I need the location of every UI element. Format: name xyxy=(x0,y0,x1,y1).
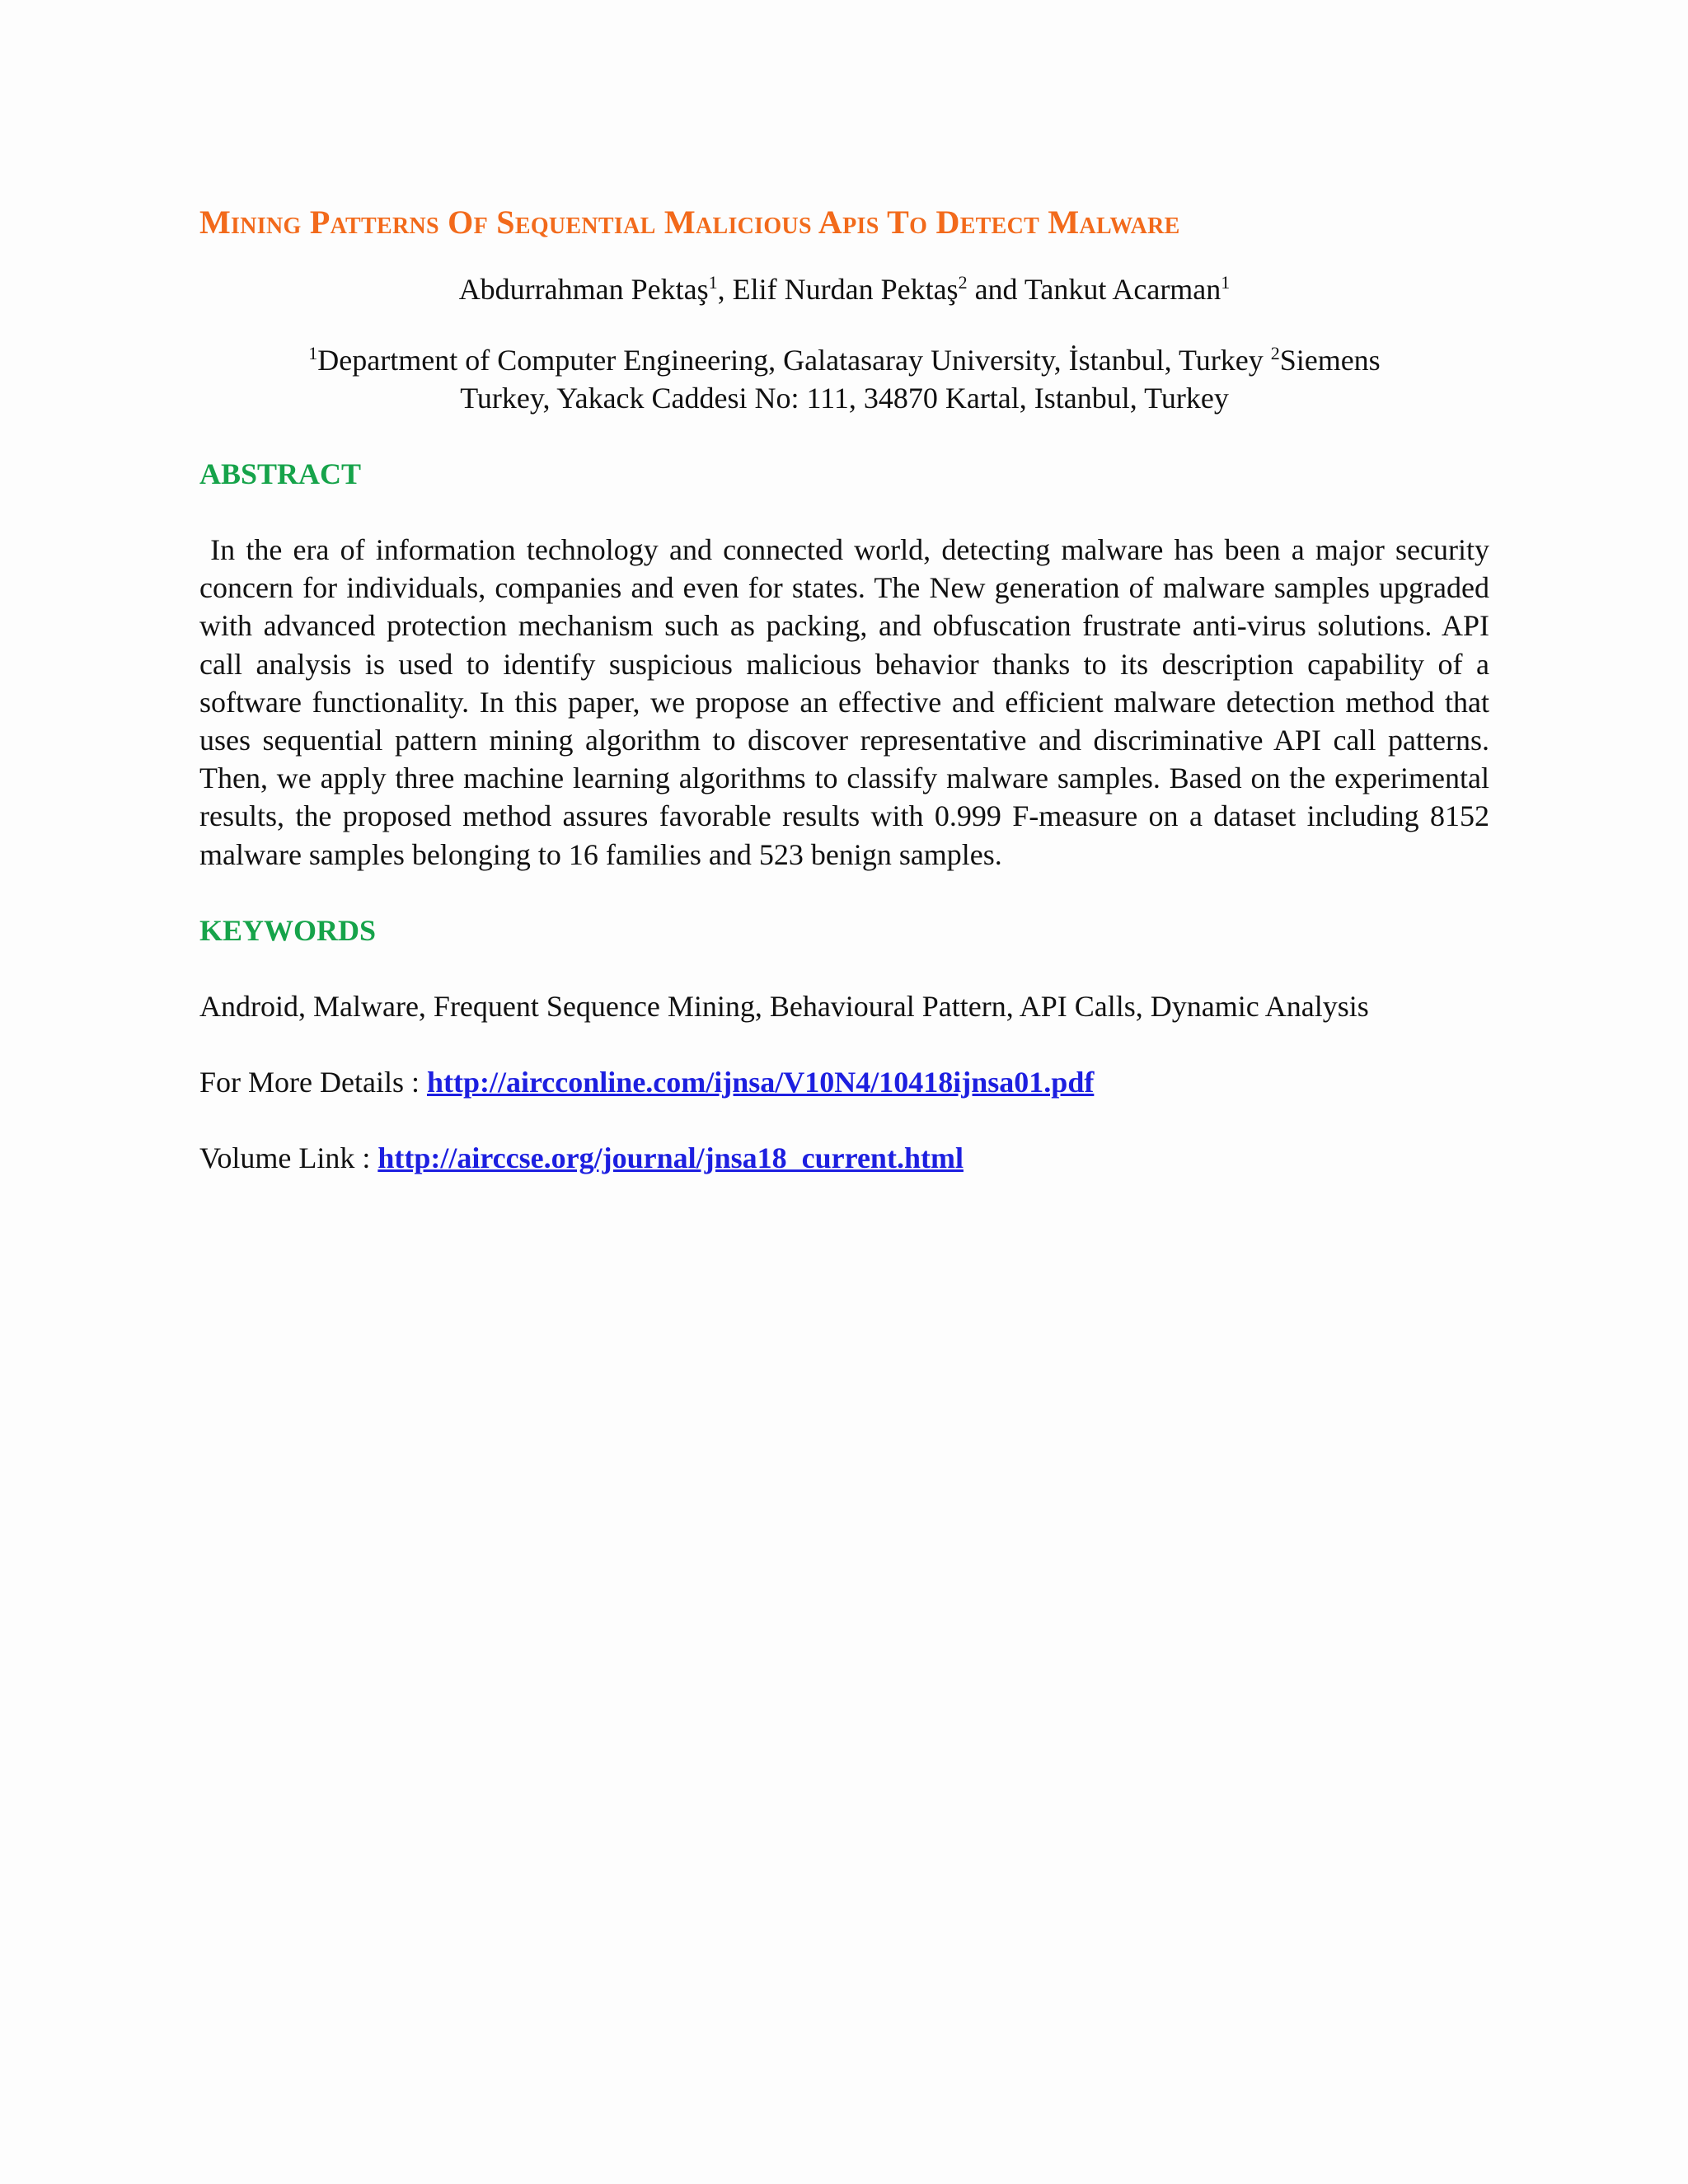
keywords-text: Android, Malware, Frequent Sequence Mining, Behavioural Pattern, API Calls, Dynamic Analysis xyxy=(199,989,1369,1023)
keywords-heading: KEYWORDS xyxy=(199,913,377,947)
author-name: Tankut Acarman xyxy=(1024,273,1221,306)
details-line xyxy=(199,1063,1489,1101)
author-list xyxy=(199,270,1489,308)
volume-line xyxy=(199,1139,1489,1177)
paper-title: Mining Patterns Of Sequential Malicious Apis To Detect Malware xyxy=(199,204,1180,241)
paper-content xyxy=(199,191,1489,1177)
volume-link[interactable]: http://airccse.org/journal/jnsa18_current.html xyxy=(377,1141,964,1174)
affiliation-mark: 1 xyxy=(308,343,318,363)
volume-label: Volume Link : xyxy=(199,1141,378,1174)
author-separator: , xyxy=(717,273,733,306)
affiliation-text: Siemens xyxy=(1279,344,1381,377)
details-link[interactable]: http://aircconline.com/ijnsa/V10N4/10418ijnsa01.pdf xyxy=(426,1065,1095,1099)
abstract-text xyxy=(199,531,1489,874)
author-separator: and xyxy=(967,273,1025,306)
abstract-heading: ABSTRACT xyxy=(199,457,362,490)
affiliation-mark: 2 xyxy=(1270,343,1280,363)
affiliation-text: Department of Computer Engineering, Galatasaray University, İstanbul, Turkey xyxy=(317,344,1271,377)
author-affiliation-mark: 2 xyxy=(958,272,968,293)
author-affiliation-mark: 1 xyxy=(708,272,718,293)
author-name: Elif Nurdan Pektaş xyxy=(732,273,959,306)
affiliations xyxy=(199,341,1489,417)
author-affiliation-mark: 1 xyxy=(1221,272,1231,293)
abstract-body: In the era of information technology and connected world, detecting malware has been a major security concern for individuals, companies and even for states. The New generation of malware samples upgraded with advanced protection mechanism such as packing, and obfuscation frustrate anti-virus solutions. API call analysis is used to identify suspicious malicious behavior thanks to its description capability of a software functionality. In this paper, we propose an effective and efficient malware detection method that uses sequential pattern mining algorithm to discover representative and discriminative API call patterns. Then, we apply three machine learning algorithms to classify malware samples. Based on the experimental results, the proposed method assures favorable results with 0.999 F-measure on a dataset including 8152 malware samples belonging to 16 families and 523 benign samples. xyxy=(199,533,1490,871)
details-label: For More Details : xyxy=(199,1065,427,1099)
affiliation-text: Turkey, Yakack Caddesi No: 111, 34870 Kartal, Istanbul, Turkey xyxy=(460,382,1229,415)
author-name: Abdurrahman Pektaş xyxy=(458,273,709,306)
